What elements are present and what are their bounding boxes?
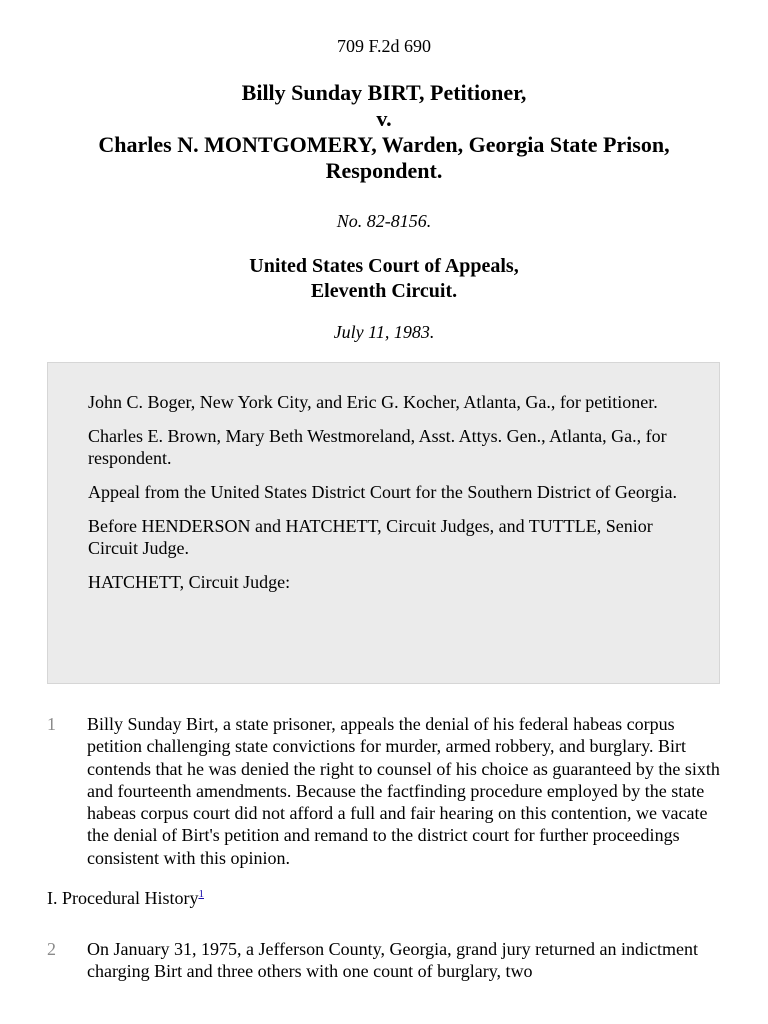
- opinion-paragraph: [47, 938, 727, 983]
- court-name-line-1: United States Court of Appeals,: [249, 255, 519, 277]
- section-heading: [47, 887, 204, 909]
- respondent-line: Charles N. MONTGOMERY, Warden, Georgia State Prison,: [98, 132, 670, 157]
- opinion-paragraph: [47, 713, 727, 869]
- docket-number: No. 82-8156.: [336, 211, 432, 231]
- paragraph-number: 1: [47, 714, 56, 734]
- court-name-line-2: Eleventh Circuit.: [310, 280, 458, 302]
- prelims-box: [47, 362, 720, 684]
- paragraph-number: 2: [47, 939, 56, 959]
- decision-date: July 11, 1983.: [333, 322, 435, 342]
- counsel-for-petitioner: John C. Boger, New York City, and Eric G. Kocher, Atlanta, Ga., for petitioner.: [88, 392, 658, 412]
- section-heading-text: I. Procedural History: [47, 888, 199, 908]
- appeal-origin: Appeal from the United States District Court for the Southern District of Georgia.: [88, 482, 678, 502]
- case-citation: 709 F.2d 690: [336, 36, 432, 56]
- counsel-for-respondent: Charles E. Brown, Mary Beth Westmoreland, Asst. Attys. Gen., Atlanta, Ga., for respondent.: [88, 426, 667, 468]
- footnote-link[interactable]: 1: [198, 888, 204, 900]
- petitioner-line: Billy Sunday BIRT, Petitioner,: [241, 80, 527, 105]
- paragraph-text: On January 31, 1975, a Jefferson County, Georgia, grand jury returned an indictment charging Birt and three others with one count of burglary, two: [87, 939, 699, 982]
- opinion-author: HATCHETT, Circuit Judge:: [88, 572, 291, 592]
- versus-line: v.: [376, 106, 392, 131]
- case-caption: [40, 80, 728, 184]
- respondent-role-line: Respondent.: [325, 158, 443, 183]
- court-name: [0, 254, 768, 304]
- paragraph-text: Billy Sunday Birt, a state prisoner, appeals the denial of his federal habeas corpus petition challenging state convictions for murder, armed robbery, and burglary. Birt contends that he was denied the right to counsel of his choice as guaranteed by the sixth and fourteenth amendments. Because the factfinding procedure employed by the state habeas corpus court did not afford a full and fair hearing on this contention, we vacate the denial of Birt's petition and remand to the district court for further proceedings consistent with this opinion.: [87, 714, 720, 868]
- panel-judges: Before HENDERSON and HATCHETT, Circuit Judges, and TUTTLE, Senior Circuit Judge.: [88, 516, 653, 558]
